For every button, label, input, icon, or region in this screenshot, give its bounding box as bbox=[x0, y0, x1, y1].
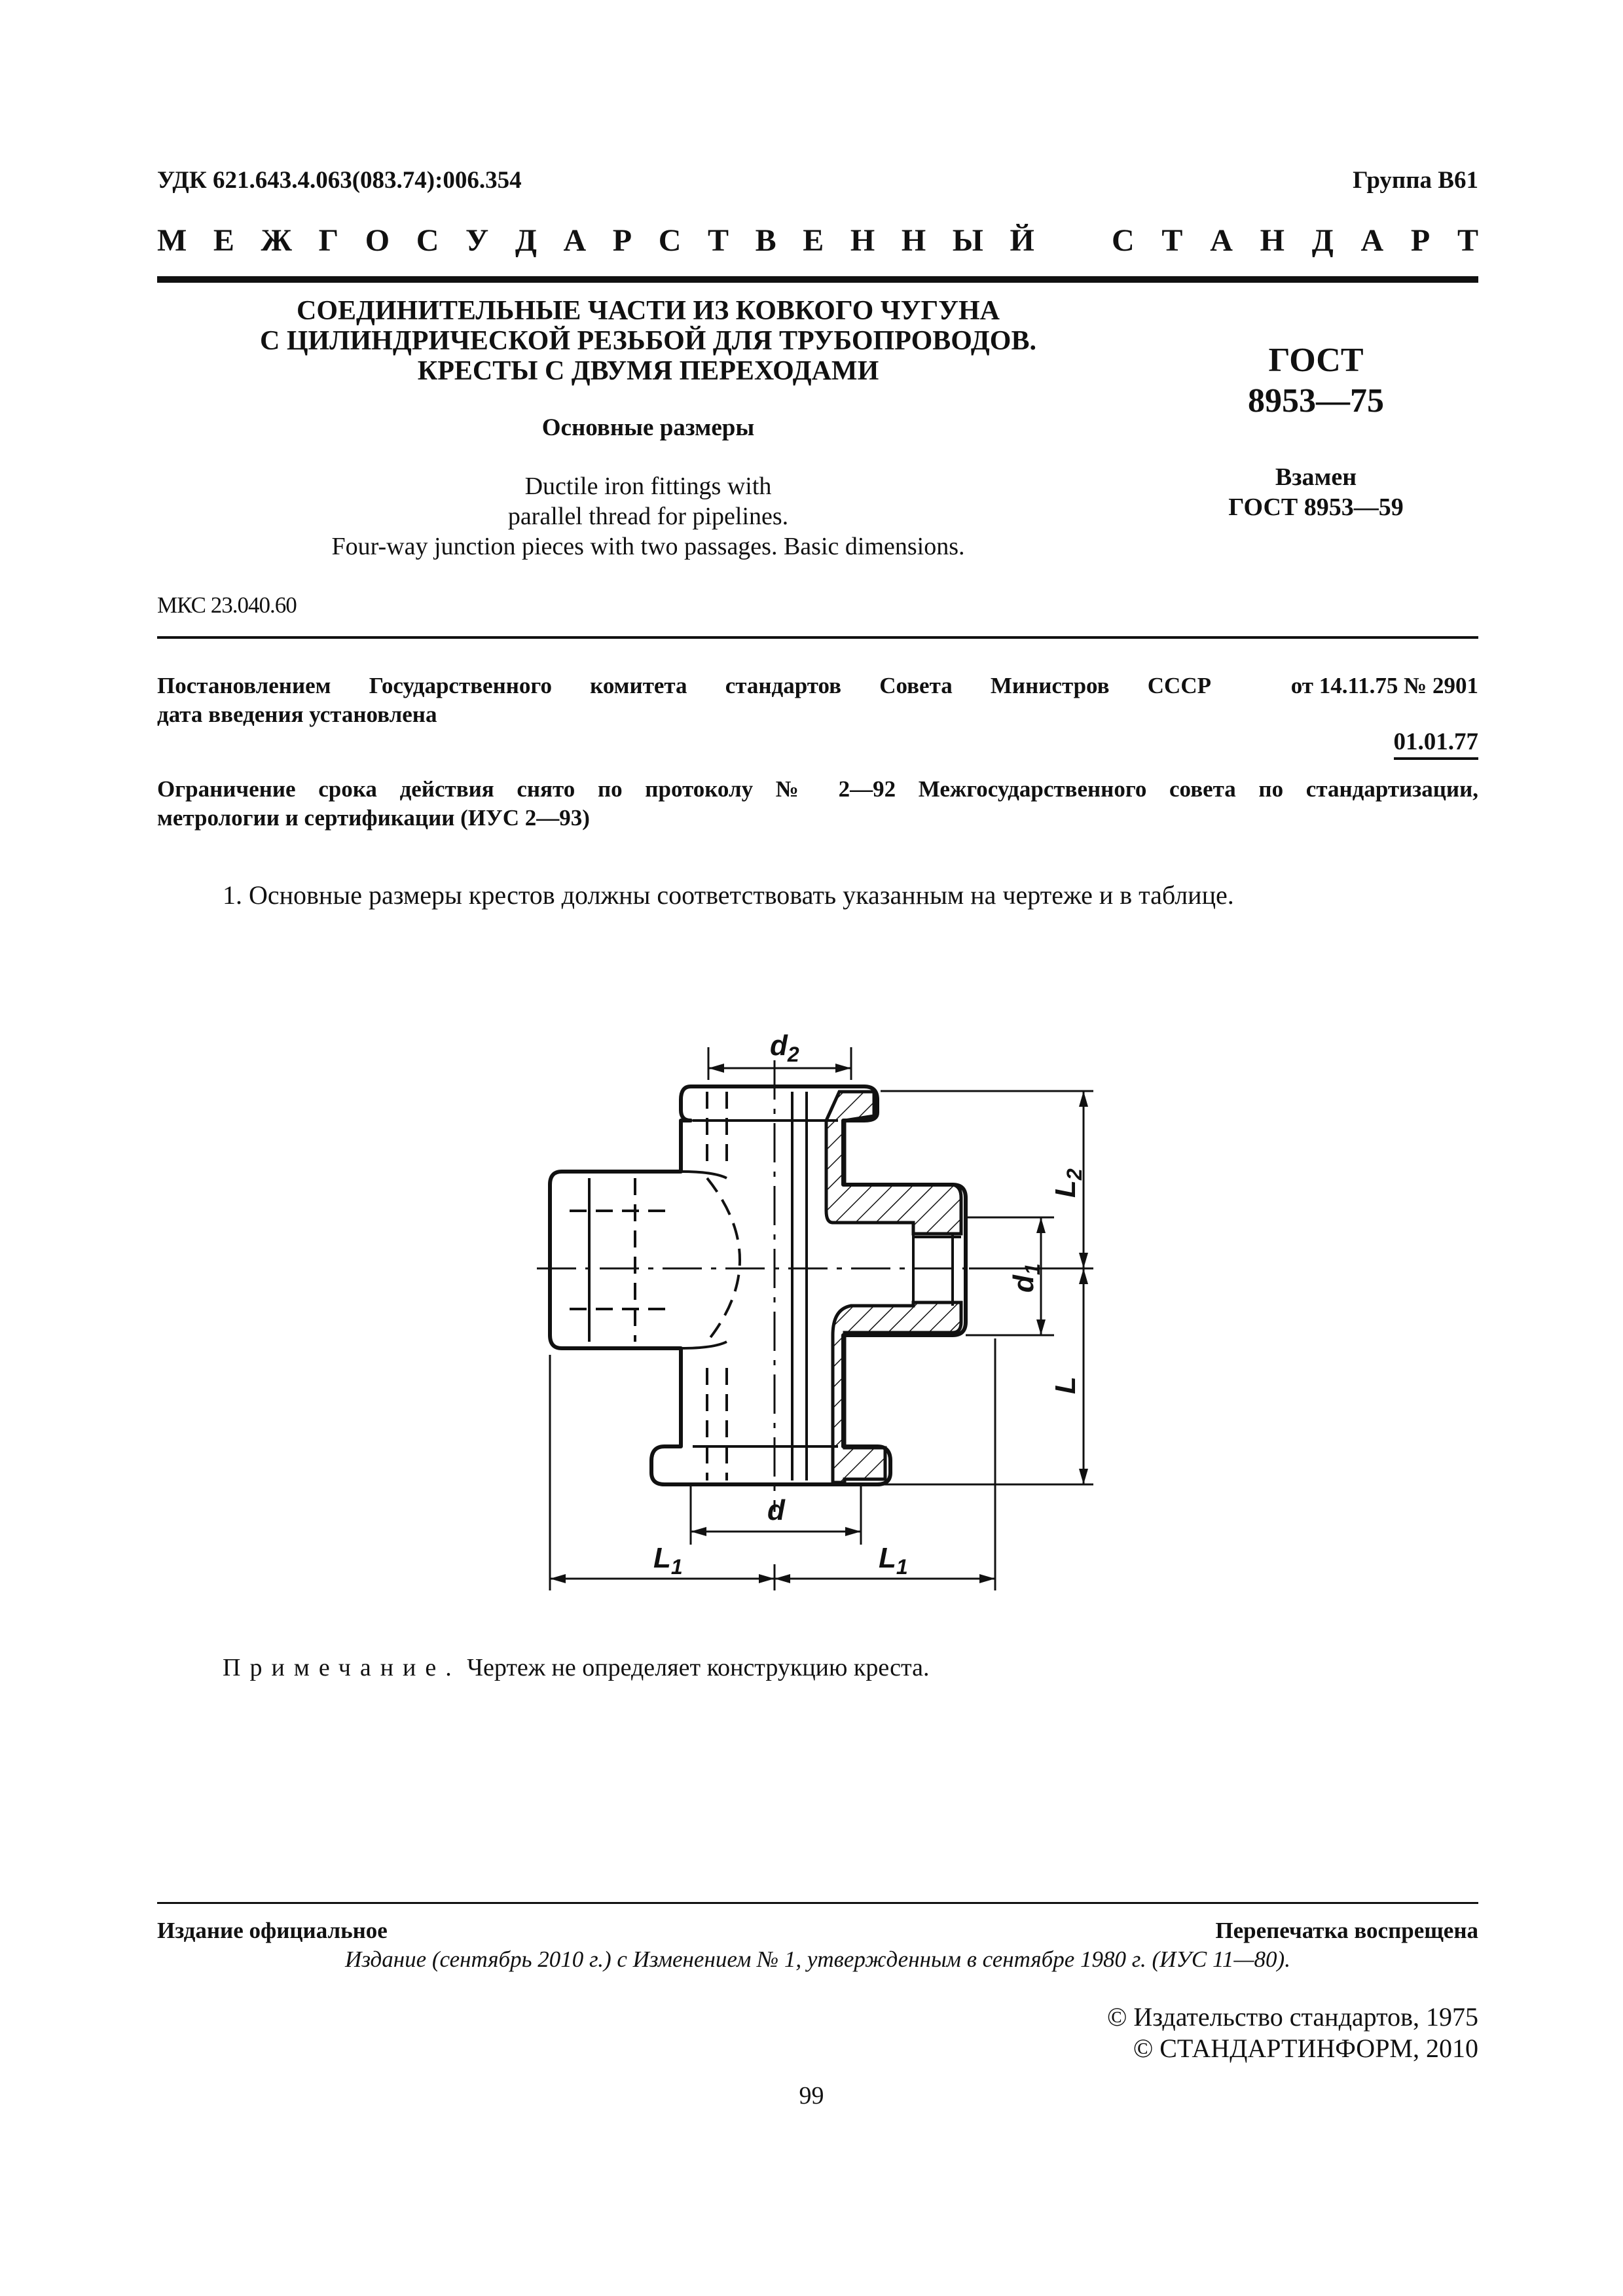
header-rule bbox=[157, 276, 1478, 283]
limitation-paragraph bbox=[157, 775, 1478, 833]
decree-number: от 14.11.75 № 2901 bbox=[1290, 673, 1478, 698]
english-title bbox=[196, 471, 1100, 562]
mks-code: МКС 23.040.60 bbox=[157, 592, 297, 618]
label-L2: $L_2$ bbox=[1049, 1168, 1086, 1198]
label-d1: $d_1$ bbox=[1008, 1263, 1044, 1293]
reprint-prohibited: Перепечатка воспрещена bbox=[1215, 1918, 1478, 1943]
standard-label: ГОСТ bbox=[1268, 342, 1364, 379]
decree-line-2: дата введения установлена bbox=[157, 702, 437, 727]
note-label: Примечание. bbox=[223, 1654, 461, 1681]
standard-number: 8953—75 bbox=[1248, 382, 1384, 420]
title-line-2: С ЦИЛИНДРИЧЕСКОЙ РЕЗЬБОЙ ДЛЯ ТРУБОПРОВОДОВ. bbox=[260, 326, 1036, 356]
footer-rule bbox=[157, 1902, 1478, 1904]
introduction-date: 01.01.77 bbox=[1394, 728, 1479, 760]
cross-fitting-drawing bbox=[524, 1008, 1139, 1597]
title-line-1: СОЕДИНИТЕЛЬНЫЕ ЧАСТИ ИЗ КОВКОГО ЧУГУНА bbox=[297, 296, 1000, 326]
clause-1: 1. Основные размеры крестов должны соответствовать указанным на чертеже и в таблице. bbox=[223, 880, 1234, 910]
limitation-line-2: метрологии и сертификации (ИУС 2—93) bbox=[157, 805, 590, 831]
banner-word-2: С Т А Н Д А Р Т bbox=[1112, 223, 1478, 258]
label-L: L bbox=[1049, 1376, 1082, 1394]
english-title-line-2: parallel thread for pipelines. bbox=[507, 503, 789, 530]
section-rule bbox=[157, 636, 1478, 639]
decree-line-1: Постановлением Государственного комитета стандартов Совета Министров СССР bbox=[157, 673, 1211, 698]
replaces-block bbox=[1165, 462, 1467, 522]
copyright-2: © СТАНДАРТИНФОРМ, 2010 bbox=[1133, 2034, 1478, 2063]
decree-paragraph bbox=[157, 672, 1478, 729]
banner bbox=[157, 223, 1478, 259]
label-L1-left: $L_1$ bbox=[653, 1542, 683, 1579]
document-title bbox=[196, 296, 1100, 386]
banner-word-1: М Е Ж Г О С У Д А Р С Т В Е Н Н Ы Й bbox=[157, 223, 1034, 258]
edition-note: Издание (сентябрь 2010 г.) с Изменением № 1, утвержденным в сентябре 1980 г. (ИУС 11—80). bbox=[345, 1946, 1290, 1972]
title-line-3: КРЕСТЫ С ДВУМЯ ПЕРЕХОДАМИ bbox=[417, 356, 879, 386]
standard-designation bbox=[1165, 340, 1467, 422]
document-subtitle: Основные размеры bbox=[541, 414, 755, 441]
replaces-label: Взамен bbox=[1275, 463, 1357, 491]
replaces-value: ГОСТ 8953—59 bbox=[1228, 493, 1404, 521]
section-lower bbox=[833, 1302, 961, 1482]
copyright-1: © Издательство стандартов, 1975 bbox=[1106, 2002, 1478, 2032]
section-upper bbox=[826, 1092, 961, 1234]
label-L1-right: $L_1$ bbox=[879, 1542, 908, 1579]
english-title-line-1: Ductile iron fittings with bbox=[524, 473, 772, 500]
drawing-note bbox=[223, 1653, 929, 1682]
label-d: d bbox=[767, 1494, 785, 1526]
limitation-line-1: Ограничение срока действия снято по протоколу № 2—92 Межгосударственного совета по стандартизации, bbox=[157, 776, 1478, 802]
note-text: Чертеж не определяет конструкцию креста. bbox=[467, 1654, 930, 1681]
official-edition: Издание официальное bbox=[157, 1918, 388, 1943]
english-title-line-3: Four-way junction pieces with two passages. Basic dimensions. bbox=[331, 533, 965, 560]
label-d2: $d_2$ bbox=[770, 1030, 799, 1066]
group-code: Группа В61 bbox=[1353, 167, 1478, 194]
udc-code: УДК 621.643.4.063(083.74):006.354 bbox=[157, 167, 522, 194]
page-number: 99 bbox=[799, 2082, 824, 2109]
